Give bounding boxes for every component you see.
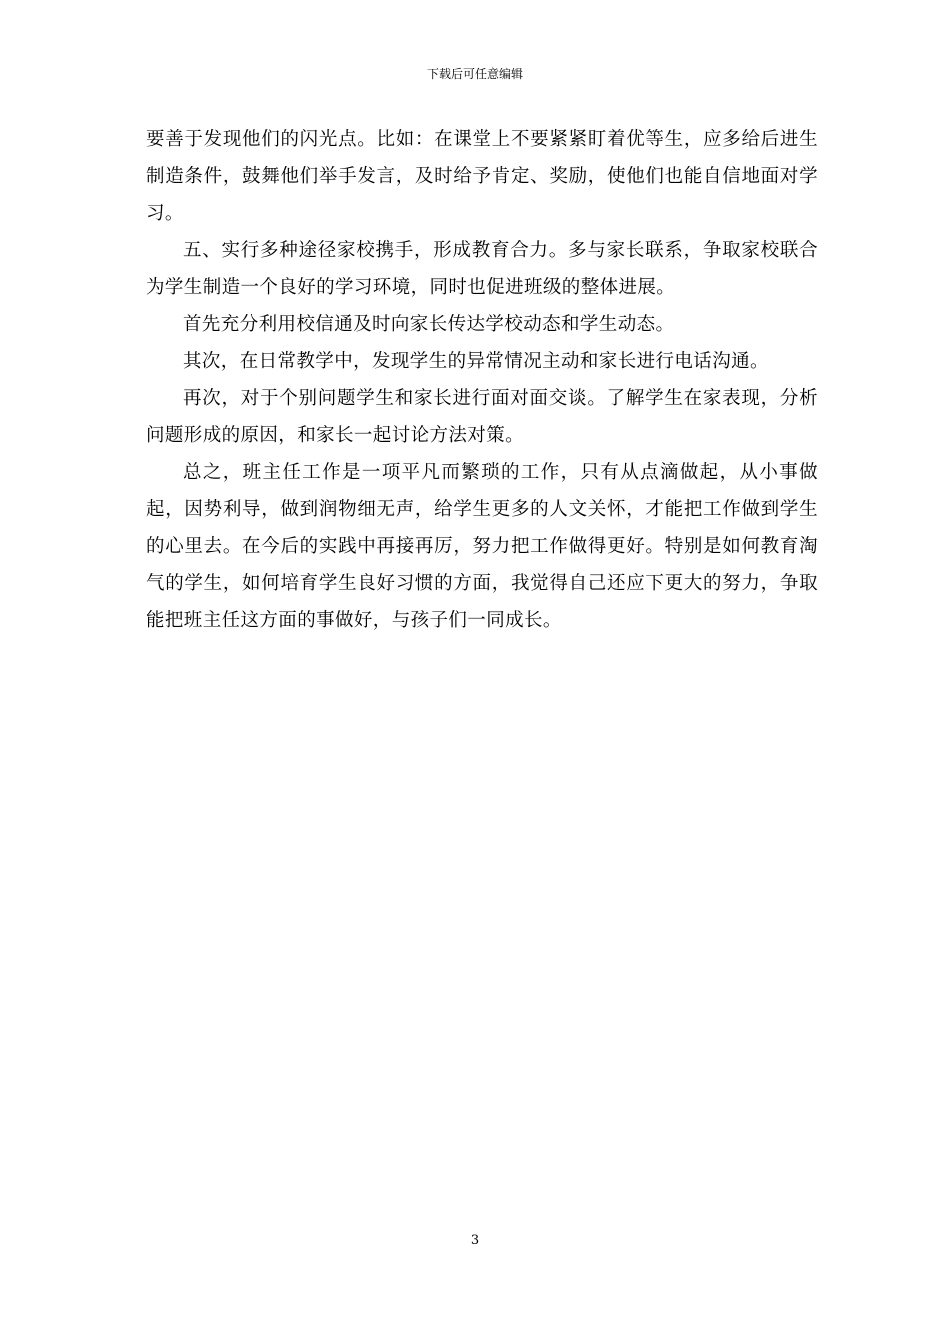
page-header: 下载后可任意编辑 [426, 67, 523, 81]
paragraph: 五、实行多种途径家校携手，形成教育合力。多与家长联系，争取家校联合为学生制造一个良好的学习环境，同时也促进班级的整体进展。 [146, 240, 818, 298]
paragraph: 其次，在日常教学中，发现学生的异常情况主动和家长进行电话沟通。 [183, 351, 769, 372]
paragraph: 要善于发现他们的闪光点。比如：在课堂上不要紧紧盯着优等生，应多给后进生制造条件，鼓舞他们举手发言，及时给予肯定、奖励，使他们也能自信地面对学习。 [146, 129, 818, 224]
page-number: 3 [470, 1233, 480, 1248]
paragraph: 总之，班主任工作是一项平凡而繁琐的工作，只有从点滴做起，从小事做起，因势利导，做到润物细无声，给学生更多的人文关怀，才能把工作做到学生的心里去。在今后的实践中再接再厉，努力把工作做得更好。特别是如何教育淘气的学生，如何培育学生良好习惯的方面，我觉得自己还应下更大的努力，争取能把班主任这方面的事做好，与孩子们一同成长。 [146, 462, 818, 631]
document-body [146, 121, 818, 639]
paragraph: 再次，对于个别问题学生和家长进行面对面交谈。了解学生在家表现，分析问题形成的原因，和家长一起讨论方法对策。 [146, 388, 818, 446]
paragraph: 首先充分利用校信通及时向家长传达学校动态和学生动态。 [183, 314, 675, 335]
